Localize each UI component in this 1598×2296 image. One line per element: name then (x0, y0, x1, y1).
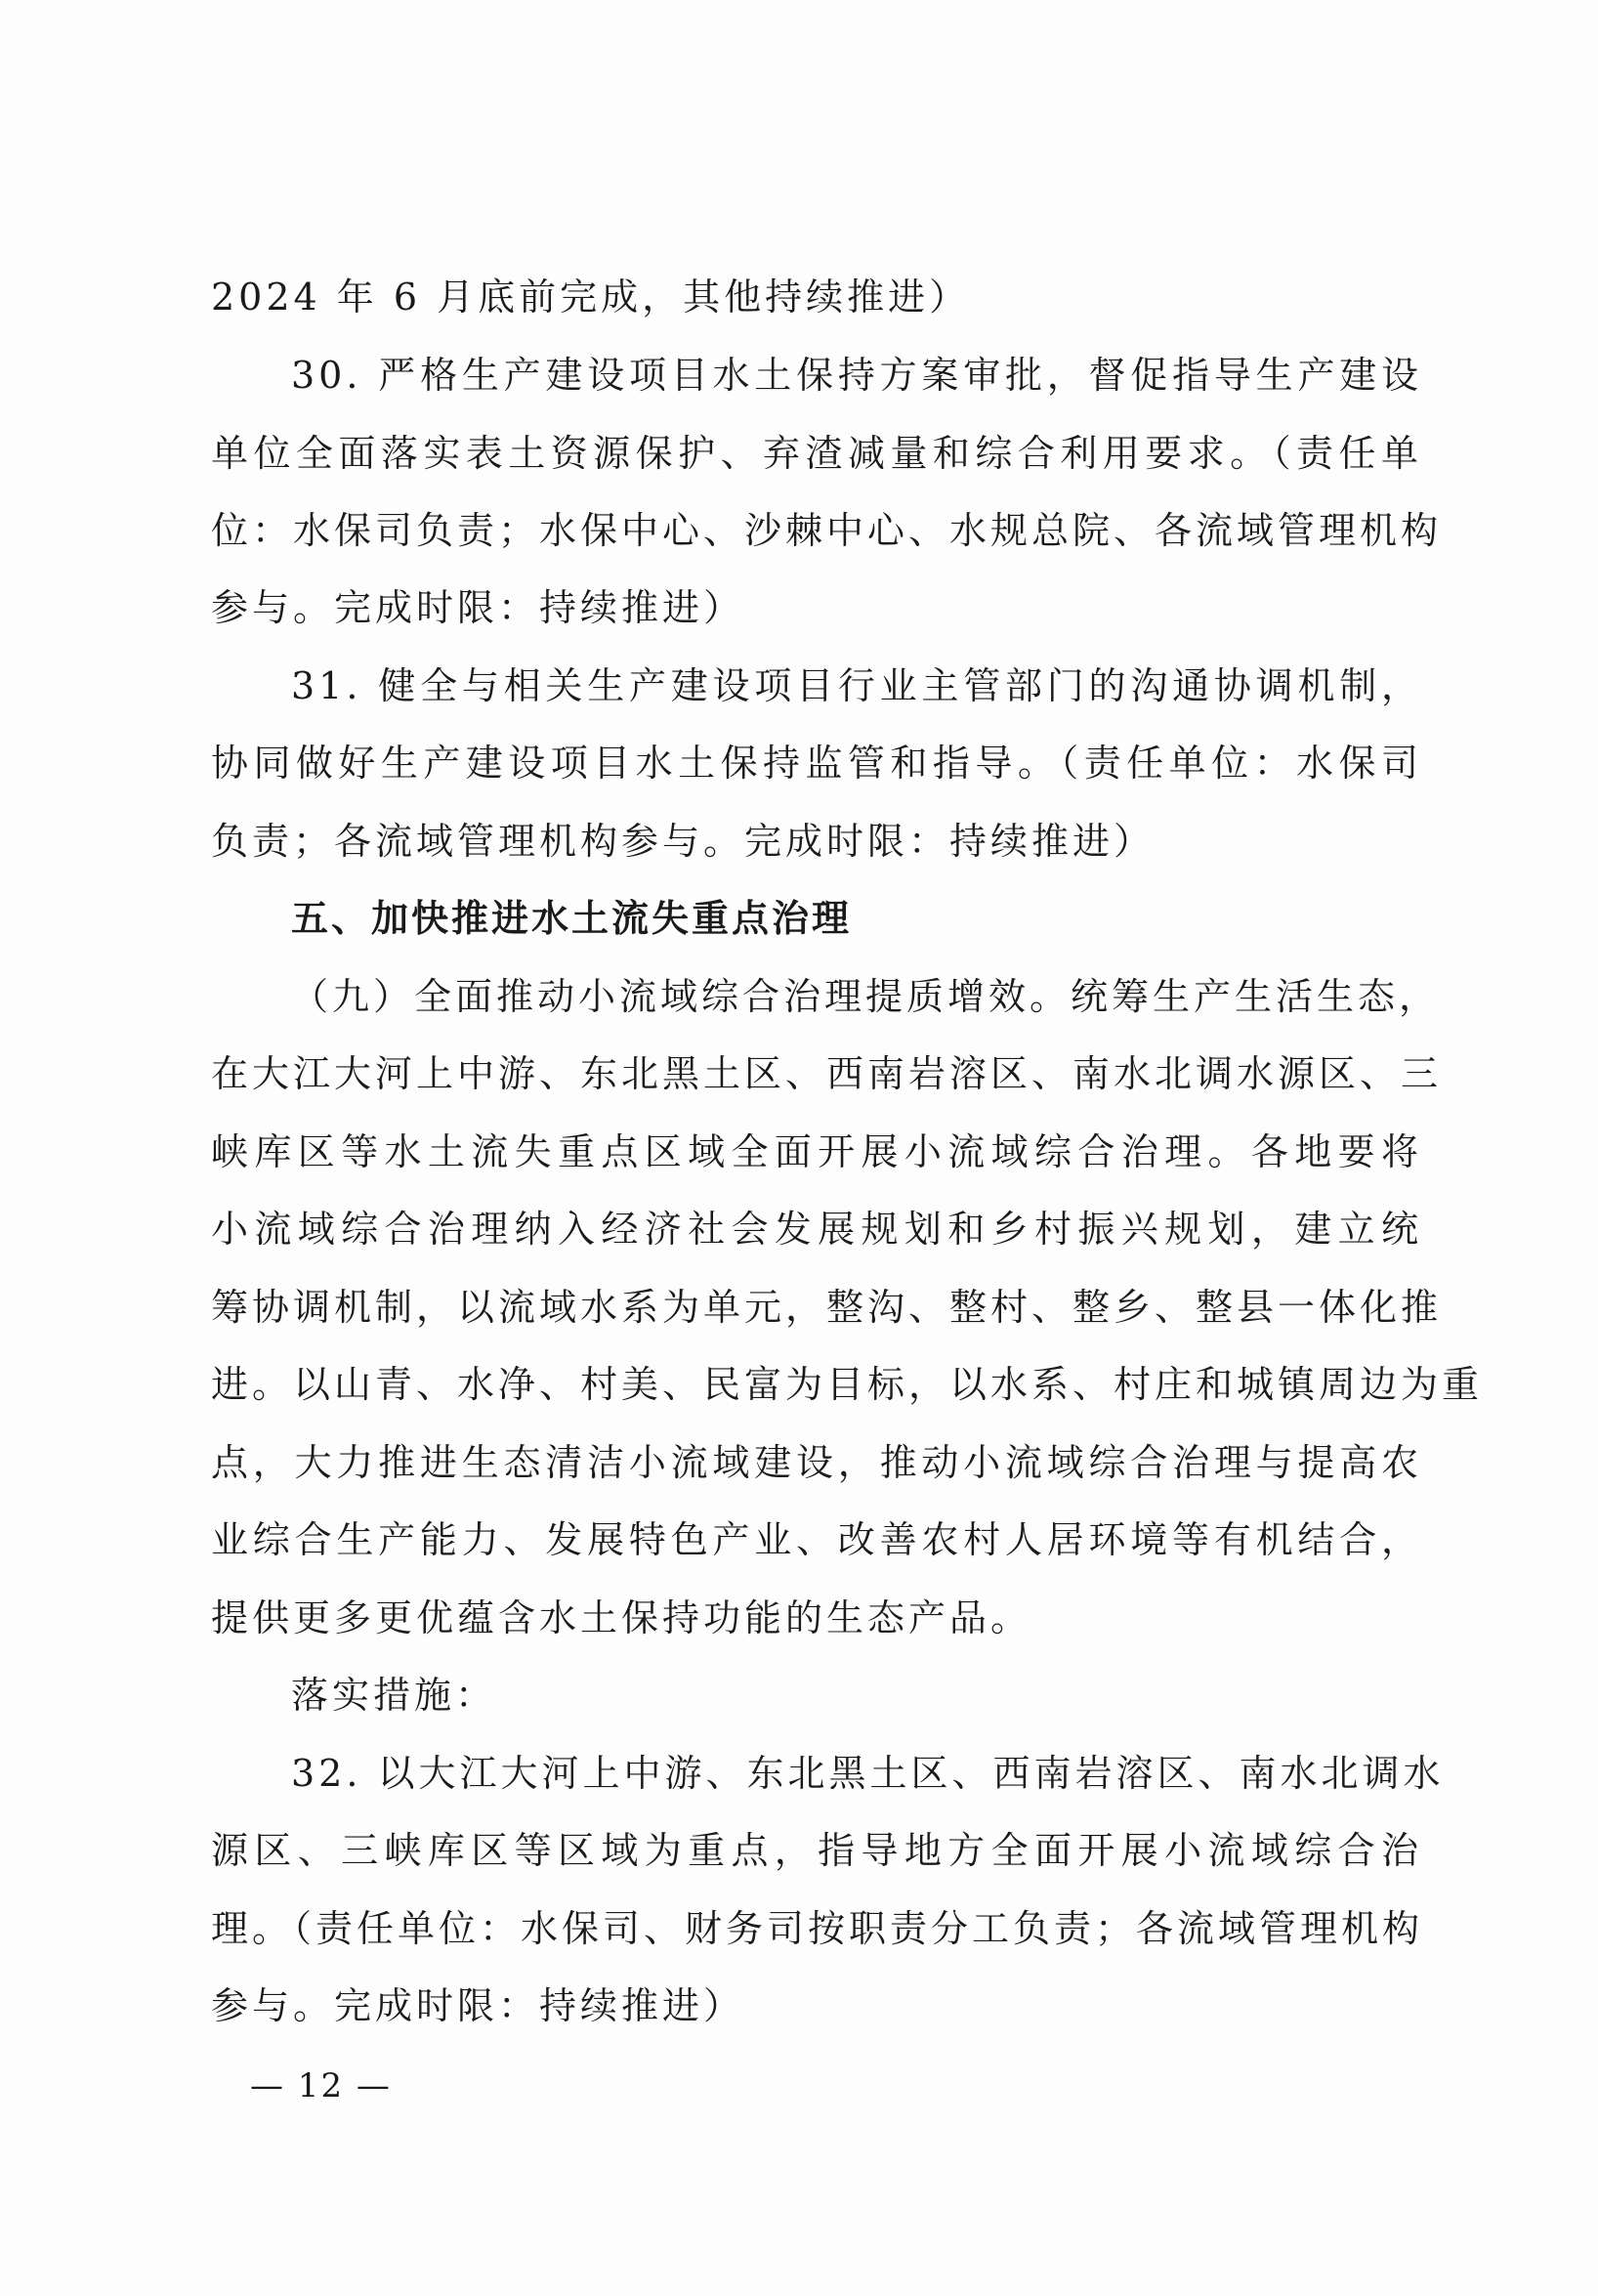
item-31-line-1: 31. 健全与相关生产建设项目行业主管部门的沟通协调机制， (291, 664, 1422, 707)
item-30-line-3: 位：水保司负责；水保中心、沙棘中心、水规总院、各流域管理机构 (211, 509, 1443, 552)
item-31-line-3: 负责；各流域管理机构参与。完成时限：持续推进） (211, 820, 1156, 863)
text-line-1: 2024 年 6 月底前完成，其他持续推进） (211, 276, 971, 319)
item-31-line-2: 协同做好生产建设项目水土保持监管和指导。（责任单位：水保司 (211, 742, 1422, 785)
para-9-line-4: 小流域综合治理纳入经济社会发展规划和乡村振兴规划，建立统 (211, 1208, 1422, 1251)
para-9-line-5: 筹协调机制，以流域水系为单元，整沟、整村、整乡、整县一体化推 (211, 1286, 1443, 1329)
para-9-line-9: 提供更多更优蕴含水土保持功能的生态产品。 (211, 1596, 1032, 1639)
item-32-line-3: 理。（责任单位：水保司、财务司按职责分工负责；各流域管理机构 (211, 1907, 1424, 1950)
item-32-line-4: 参与。完成时限：持续推进） (211, 1984, 745, 2027)
para-9-line-7: 点，大力推进生态清洁小流域建设，推动小流域综合治理与提高农 (211, 1441, 1422, 1484)
item-30-line-4: 参与。完成时限：持续推进） (211, 586, 745, 629)
para-9-line-1: （九）全面推动小流域综合治理提质增效。统筹生产生活生态， (291, 975, 1441, 1018)
para-9-line-2: 在大江大河上中游、东北黑土区、西南岩溶区、南水北调水源区、三 (211, 1052, 1443, 1095)
item-30-line-2: 单位全面落实表土资源保护、弃渣减量和综合利用要求。（责任单 (211, 432, 1422, 475)
item-32-line-2: 源区、三峡库区等区域为重点，指导地方全面开展小流域综合治 (211, 1829, 1422, 1872)
para-9-line-3: 峡库区等水土流失重点区域全面开展小流域综合治理。各地要将 (211, 1130, 1422, 1173)
section-heading: 五、加快推进水土流失重点治理 (291, 897, 853, 940)
item-30-line-1: 30. 严格生产建设项目水土保持方案审批，督促指导生产建设 (291, 354, 1422, 397)
measures-label: 落实措施： (291, 1674, 497, 1717)
para-9-line-8: 业综合生产能力、发展特色产业、改善农村人居环境等有机结合， (211, 1518, 1422, 1561)
page-number: — 12 — (250, 2066, 392, 2105)
para-9-line-6: 进。以山青、水净、村美、民富为目标，以水系、村庄和城镇周边为重 (211, 1363, 1484, 1406)
item-32-line-1: 32. 以大江大河上中游、东北黑土区、西南岩溶区、南水北调水 (291, 1752, 1445, 1795)
